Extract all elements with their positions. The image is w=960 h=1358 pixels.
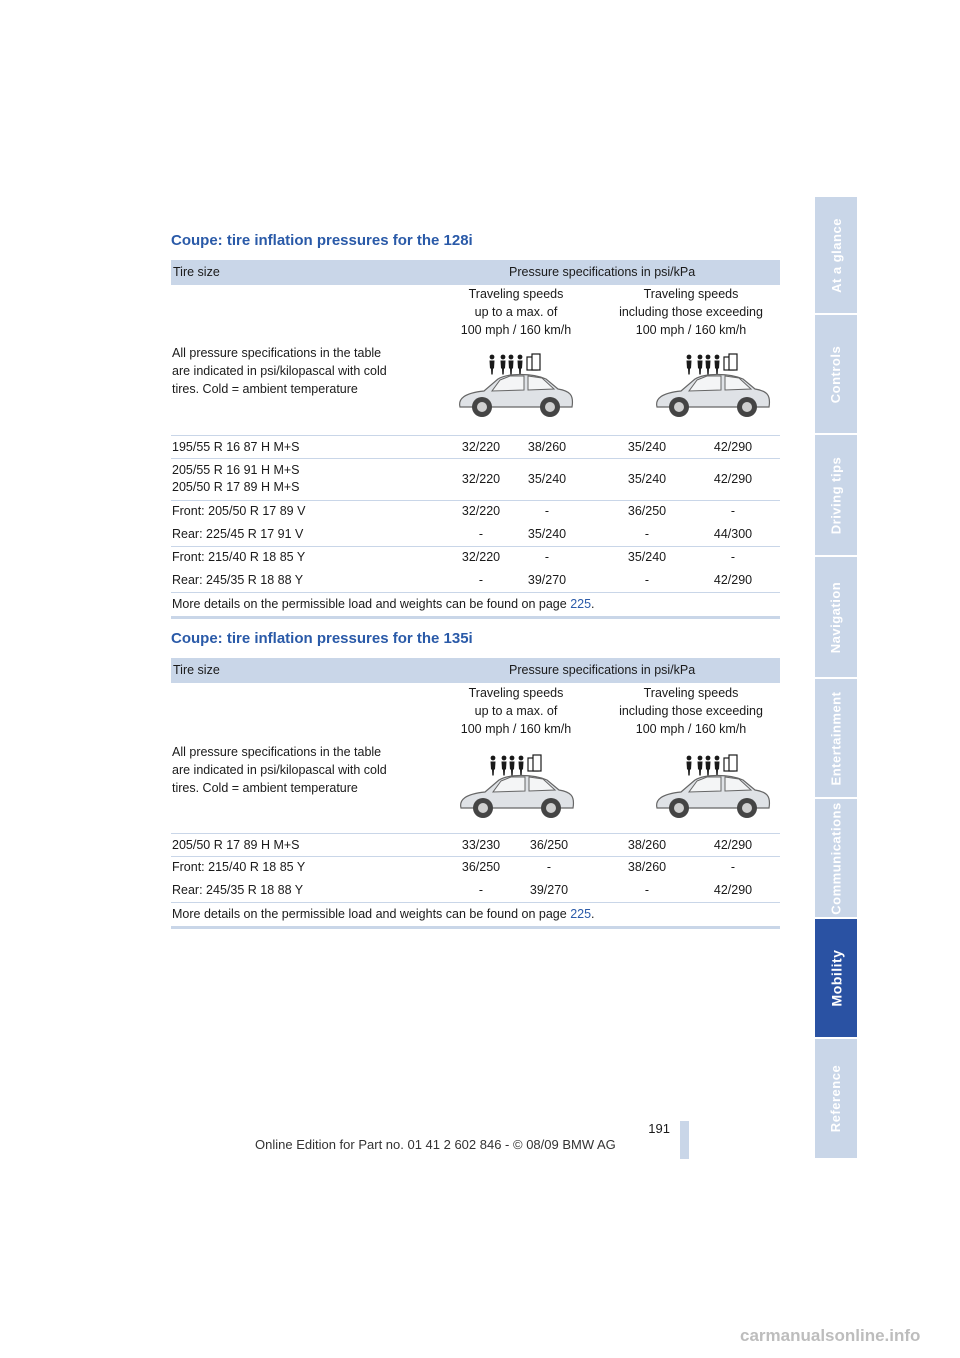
speed-high-label: Traveling speeds including those exceeding 100 mph / 160 km/h (619, 686, 763, 736)
table-header (171, 260, 780, 285)
table-header (171, 658, 780, 683)
car-load-icon (651, 351, 771, 417)
tab-navigation[interactable]: Navigation (815, 557, 857, 679)
section-title: Coupe: tire inflation pressures for the 135i (171, 630, 473, 647)
page-number: 191 (648, 1121, 670, 1136)
table-row: 205/50 R 17 89 H M+S 33/230 36/250 38/260 42/290 (171, 833, 780, 860)
car-load-icon (455, 752, 575, 818)
section-135i (171, 628, 780, 933)
tab-at-a-glance[interactable]: At a glance (815, 197, 857, 315)
page-link[interactable]: 225 (570, 907, 592, 921)
table-row: Front: 215/40 R 18 85 Y 36/250 - 38/260 - Rear: 245/35 R 18 88 Y - 39/270 - 42/290 (171, 856, 780, 903)
cold-tire-note: All pressure specifications in the table are indicated in psi/kilopascal with cold tires. Cold = ambient temperature (172, 346, 387, 396)
table-row: 195/55 R 16 87 H M+S 32/220 38/260 35/240 42/290 (171, 435, 780, 462)
car-load-icon (651, 752, 771, 818)
watermark: carmanualsonline.info (740, 1326, 921, 1345)
section-128i (171, 230, 780, 623)
header-pressure: Pressure specifications in psi/kPa (509, 663, 696, 677)
tab-driving-tips[interactable]: Driving tips (815, 435, 857, 557)
tab-communications[interactable]: Communications (815, 799, 857, 919)
header-tire-size: Tire size (173, 265, 220, 279)
table-row: Front: 205/50 R 17 89 V 32/220 - 36/250 - Rear: 225/45 R 17 91 V - 35/240 - 44/300 (171, 500, 780, 547)
car-load-icon (454, 351, 574, 417)
chapter-tabs (815, 197, 857, 1160)
table-row: Front: 215/40 R 18 85 Y 32/220 - 35/240 - Rear: 245/35 R 18 88 Y - 39/270 - 42/290 (171, 546, 780, 593)
table-row: 205/55 R 16 91 H M+S 205/50 R 17 89 H M+S 32/220 35/240 35/240 42/290 (171, 458, 780, 502)
section-title: Coupe: tire inflation pressures for the 128i (171, 232, 473, 249)
permissible-load-note: More details on the permissible load and weights can be found on page 225. (171, 902, 780, 929)
tab-entertainment[interactable]: Entertainment (815, 679, 857, 799)
tab-mobility[interactable]: Mobility (815, 919, 857, 1039)
tab-reference[interactable]: Reference (815, 1039, 857, 1160)
speed-low-label: Traveling speeds up to a max. of 100 mph / 160 km/h (460, 287, 572, 337)
speed-low-label: Traveling speeds up to a max. of 100 mph / 160 km/h (460, 686, 572, 736)
permissible-load-note: More details on the permissible load and weights can be found on page 225. (171, 592, 780, 619)
header-tire-size: Tire size (173, 663, 220, 677)
cold-tire-note: All pressure specifications in the table are indicated in psi/kilopascal with cold tires. Cold = ambient temperature (172, 745, 387, 795)
footer-bar (680, 1121, 689, 1159)
tab-controls[interactable]: Controls (815, 315, 857, 435)
speed-high-label: Traveling speeds including those exceeding 100 mph / 160 km/h (619, 287, 763, 337)
header-pressure: Pressure specifications in psi/kPa (509, 265, 696, 279)
page-link[interactable]: 225 (570, 597, 592, 611)
edition-line: Online Edition for Part no. 01 41 2 602 846 - © 08/09 BMW AG (255, 1137, 616, 1152)
